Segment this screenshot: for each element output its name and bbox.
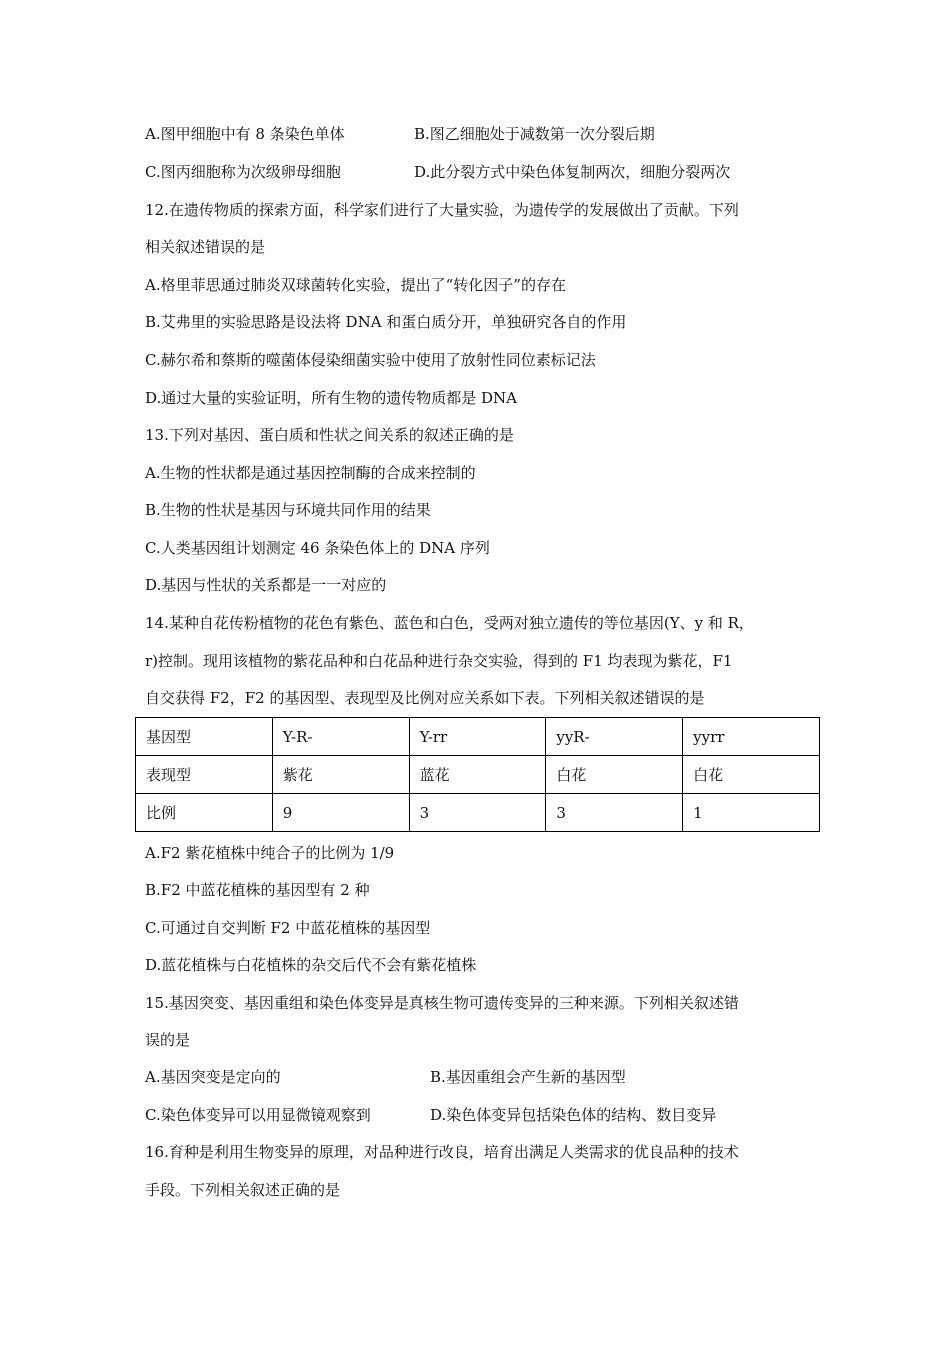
table-cell: yyrr (683, 718, 820, 756)
table-cell: 9 (272, 794, 409, 832)
q15-option-c: C.染色体变异可以用显微镜观察到 (145, 1106, 371, 1124)
table-cell: 白花 (546, 756, 683, 794)
table-row (136, 718, 820, 756)
q14-option-b: B.F2 中蓝花植株的基因型有 2 种 (145, 881, 370, 899)
q14-stem-line2: r)控制。现用该植物的紫花品种和白花品种进行杂交实验，得到的 F1 均表现为紫花，F1 (145, 652, 733, 670)
q12-stem-line2: 相关叙述错误的是 (145, 238, 266, 256)
q12-option-d: D.通过大量的实验证明，所有生物的遗传物质都是 DNA (145, 389, 518, 407)
q14-option-a: A.F2 紫花植株中纯合子的比例为 1/9 (145, 844, 395, 862)
q12-stem-line1: 12.在遗传物质的探索方面，科学家们进行了大量实验，为遗传学的发展做出了贡献。下列 (145, 201, 739, 219)
q12-option-a: A.格里菲思通过肺炎双球菌转化实验，提出了“转化因子”的存在 (145, 276, 566, 294)
q11-option-d: D.此分裂方式中染色体复制两次，细胞分裂两次 (414, 163, 731, 181)
table-cell: 蓝花 (409, 756, 546, 794)
table-cell: 1 (683, 794, 820, 832)
q11-option-c: C.图丙细胞称为次级卵母细胞 (145, 163, 341, 181)
q13-option-b: B.生物的性状是基因与环境共同作用的结果 (145, 501, 431, 519)
table-cell: Y-rr (409, 718, 546, 756)
q11-option-a: A.图甲细胞中有 8 条染色单体 (145, 125, 345, 143)
q12-option-c: C.赫尔希和蔡斯的噬菌体侵染细菌实验中使用了放射性同位素标记法 (145, 351, 596, 369)
table-cell: 表现型 (136, 756, 273, 794)
q14-option-d: D.蓝花植株与白花植株的杂交后代不会有紫花植株 (145, 956, 477, 974)
q14-stem-line3: 自交获得 F2，F2 的基因型、表现型及比例对应关系如下表。下列相关叙述错误的是 (145, 689, 705, 707)
table-row (136, 794, 820, 832)
table-row (136, 756, 820, 794)
q16-stem-line2: 手段。下列相关叙述正确的是 (145, 1181, 341, 1199)
q15-stem-line1: 15.基因突变、基因重组和染色体变异是真核生物可遗传变异的三种来源。下列相关叙述错 (145, 994, 739, 1012)
q13-option-c: C.人类基因组计划测定 46 条染色体上的 DNA 序列 (145, 539, 490, 557)
q16-stem-line1: 16.育种是利用生物变异的原理，对品种进行改良，培育出满足人类需求的优良品种的技术 (145, 1143, 739, 1161)
q15-option-b: B.基因重组会产生新的基因型 (430, 1068, 626, 1086)
q12-option-b: B.艾弗里的实验思路是设法将 DNA 和蛋白质分开，单独研究各自的作用 (145, 313, 627, 331)
table-cell: 3 (409, 794, 546, 832)
q13-option-a: A.生物的性状都是通过基因控制酶的合成来控制的 (145, 464, 476, 482)
table-cell: 3 (546, 794, 683, 832)
genotype-phenotype-table (135, 717, 820, 832)
table-cell: Y-R- (272, 718, 409, 756)
table-cell: 紫花 (272, 756, 409, 794)
q15-stem-line2: 误的是 (145, 1031, 191, 1049)
q15-option-d: D.染色体变异包括染色体的结构、数目变异 (430, 1106, 717, 1124)
table-cell: yyR- (546, 718, 683, 756)
q11-option-b: B.图乙细胞处于减数第一次分裂后期 (414, 125, 655, 143)
q13-option-d: D.基因与性状的关系都是一一对应的 (145, 576, 387, 594)
table-cell: 比例 (136, 794, 273, 832)
q14-stem-line1: 14.某种自花传粉植物的花色有紫色、蓝色和白色，受两对独立遗传的等位基因(Y、y 和 R， (145, 614, 754, 632)
table-cell: 白花 (683, 756, 820, 794)
q13-stem: 13.下列对基因、蛋白质和性状之间关系的叙述正确的是 (145, 426, 514, 444)
table-cell: 基因型 (136, 718, 273, 756)
q15-option-a: A.基因突变是定向的 (145, 1068, 281, 1086)
q14-option-c: C.可通过自交判断 F2 中蓝花植株的基因型 (145, 919, 431, 937)
